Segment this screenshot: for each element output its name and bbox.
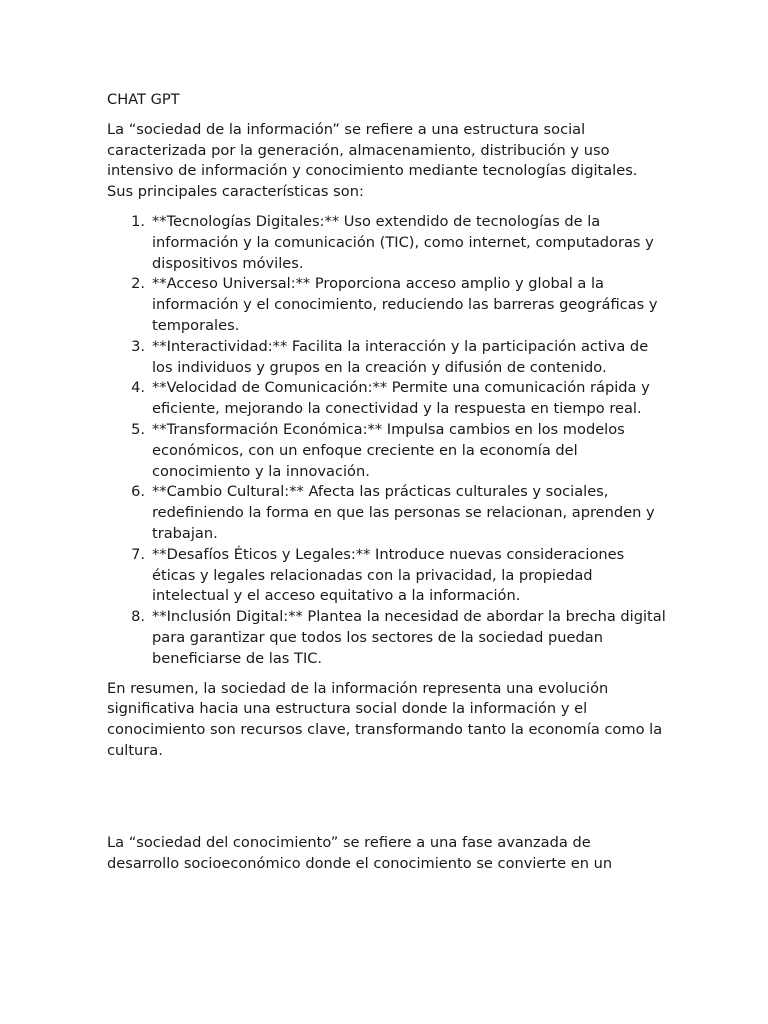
second-section-paragraph: La “sociedad del conocimiento” se refiere a una fase avanzada de desarrollo socioeconómico donde el conocimiento se convierte en un [107,833,613,872]
list-item-text: **Inclusión Digital:** Plantea la necesidad de abordar la brecha digital para garantizar que todos los sectores de la sociedad puedan beneficiarse de las TIC. [152,608,666,667]
list-item-number: 7. [131,545,145,563]
list-item-text: **Tecnologías Digitales:** Uso extendido de tecnologías de la información y la comunicación (TIC), como internet, computadoras y dispositivos móviles. [152,212,654,272]
list-item [107,482,667,544]
list-item-text: **Velocidad de Comunicación:** Permite una comunicación rápida y eficiente, mejorando la conectividad y la respuesta en tiempo real. [152,379,650,418]
list-item-number: 4. [131,379,145,397]
document-title: CHAT GPT [107,91,180,108]
list-item-text: **Acceso Universal:** Proporciona acceso amplio y global a la información y el conocimiento, reduciendo las barreras geográficas y temporales. [152,275,658,334]
empty-space [107,771,667,833]
intro-paragraph: La “sociedad de la información” se refiere a una estructura social caracterizada por la generación, almacenamiento, distribución y uso intensivo de información y conocimiento mediante tecnologías digitales. Sus principales características son: [107,120,638,201]
list-item [107,607,667,669]
characteristics-list [107,212,667,670]
list-item-text: **Desafíos Éticos y Legales:** Introduce nuevas consideraciones éticas y legales relacionadas con la privacidad, la propiedad intelectual y el acceso equitativo a la información. [152,545,625,605]
list-item-number: 2. [131,275,145,293]
list-item-number: 1. [131,212,145,230]
list-item [107,212,667,274]
list-item-text: **Transformación Económica:** Impulsa cambios en los modelos económicos, con un enfoque creciente en la economía del conocimiento y la innovación. [152,420,625,480]
list-item-text: **Cambio Cultural:** Afecta las prácticas culturales y sociales, redefiniendo la forma en que las personas se relacionan, aprenden y trabajan. [152,483,655,542]
list-item-number: 5. [131,420,145,438]
list-item-text: **Interactividad:** Facilita la interacción y la participación activa de los individuos y grupos en la creación y difusión de contenido. [152,337,649,376]
list-item [107,545,667,607]
list-item-number: 3. [131,337,145,355]
list-item-number: 8. [131,608,145,626]
list-item-number: 6. [131,483,145,501]
summary-paragraph: En resumen, la sociedad de la información representa una evolución significativa hacia una estructura social donde la información y el conocimiento son recursos clave, transformando tanto la economía como la cultura. [107,679,663,759]
document-page [107,90,667,883]
list-item [107,420,667,482]
list-item [107,274,667,336]
list-item [107,337,667,379]
list-item [107,378,667,420]
